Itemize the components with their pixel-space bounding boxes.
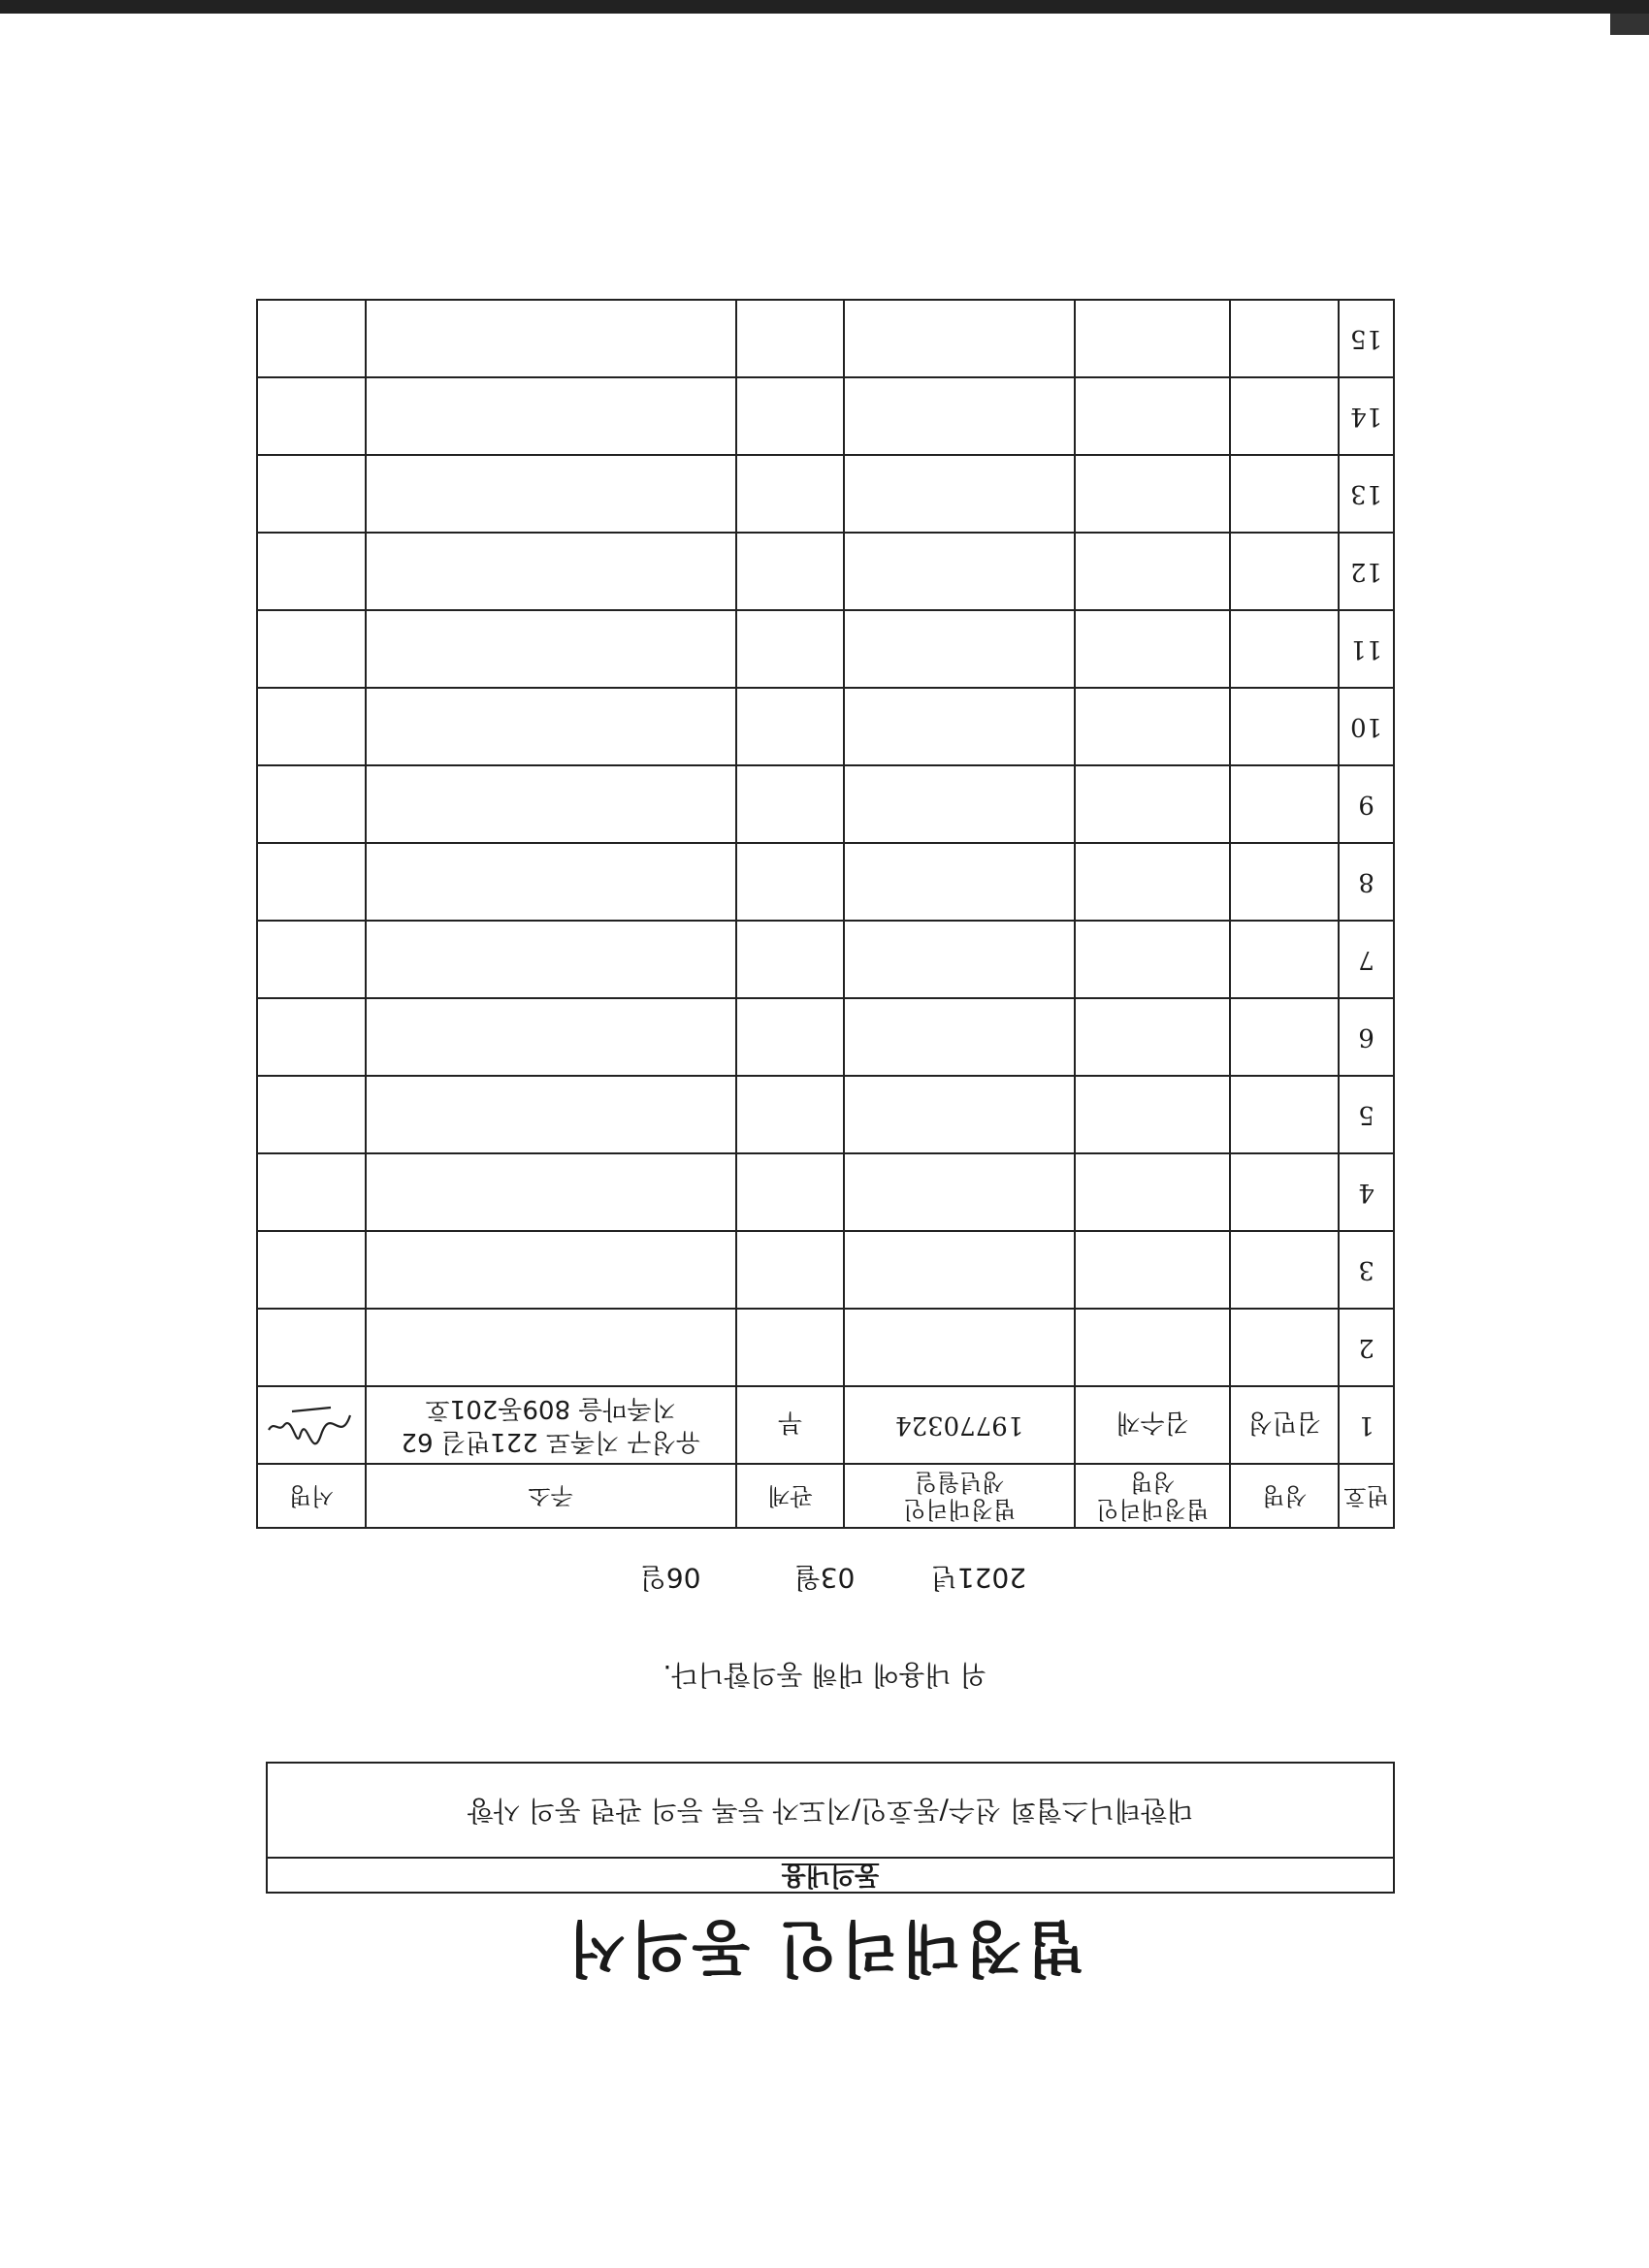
- row-guardian-name: [1075, 1231, 1230, 1309]
- row-number: 14: [1339, 377, 1394, 455]
- row-name: [1230, 300, 1339, 377]
- row-address: [366, 688, 736, 765]
- date-month: 03월: [793, 1562, 856, 1594]
- table-row: [257, 1153, 1394, 1231]
- row-address: [366, 377, 736, 455]
- handwritten-signature: [263, 1396, 360, 1454]
- consent-content: 대한테니스협회 선수/동호인/지도자 등록 등의 관련 동의 사항: [467, 1795, 1194, 1827]
- row-guardian-name: [1075, 1153, 1230, 1231]
- table-row: [257, 1386, 1394, 1464]
- row-relation: [736, 1231, 845, 1309]
- date-row: [0, 1560, 1649, 1599]
- row-name: [1230, 1309, 1339, 1386]
- row-relation: [736, 455, 845, 533]
- row-guardian-birth: [844, 533, 1075, 610]
- row-signature: [257, 1153, 366, 1231]
- row-number: 9: [1339, 765, 1394, 843]
- row-relation: [736, 377, 845, 455]
- row-relation: [736, 1153, 845, 1231]
- agree-statement: 위 내용에 대해 동의합니다.: [663, 1659, 986, 1691]
- row-relation: [736, 300, 845, 377]
- row-relation: [736, 610, 845, 688]
- row-guardian-birth: [844, 377, 1075, 455]
- row-relation: [736, 998, 845, 1076]
- row-number: 6: [1339, 998, 1394, 1076]
- row-guardian-birth: 19770324: [844, 1386, 1075, 1464]
- row-signature: [257, 1231, 366, 1309]
- row-number: 15: [1339, 300, 1394, 377]
- row-guardian-name: 김수재: [1075, 1386, 1230, 1464]
- row-name: [1230, 1231, 1339, 1309]
- row-name: [1230, 921, 1339, 998]
- row-guardian-name: [1075, 998, 1230, 1076]
- row-guardian-birth: [844, 1076, 1075, 1153]
- row-signature: [257, 921, 366, 998]
- row-signature: [257, 998, 366, 1076]
- row-guardian-name: [1075, 377, 1230, 455]
- table-row: [257, 377, 1394, 455]
- table-row: [257, 455, 1394, 533]
- table-row: [257, 610, 1394, 688]
- consent-heading: 동의내용: [268, 1857, 1393, 1892]
- row-number: 3: [1339, 1231, 1394, 1309]
- row-guardian-name: [1075, 300, 1230, 377]
- row-guardian-name: [1075, 533, 1230, 610]
- header-no: 번호: [1339, 1464, 1394, 1528]
- row-guardian-name: [1075, 921, 1230, 998]
- row-guardian-birth: [844, 921, 1075, 998]
- row-name: [1230, 1076, 1339, 1153]
- header-relation: 관계: [736, 1464, 845, 1528]
- row-guardian-name: [1075, 455, 1230, 533]
- table-row: [257, 843, 1394, 921]
- page-title: 법정대리인 동의서: [564, 1913, 1085, 1984]
- row-address: [366, 1231, 736, 1309]
- row-guardian-birth: [844, 1309, 1075, 1386]
- row-signature: [257, 610, 366, 688]
- row-guardian-birth: [844, 998, 1075, 1076]
- row-signature: [257, 765, 366, 843]
- row-signature: [257, 455, 366, 533]
- row-number: 12: [1339, 533, 1394, 610]
- address-line-2: 지족마을 809동201호: [425, 1394, 676, 1423]
- row-number: 7: [1339, 921, 1394, 998]
- table-row: [257, 1309, 1394, 1386]
- row-relation: [736, 688, 845, 765]
- row-number: 11: [1339, 610, 1394, 688]
- row-name: [1230, 1153, 1339, 1231]
- table-row: [257, 533, 1394, 610]
- date-day: 06일: [639, 1562, 701, 1594]
- row-address: [366, 610, 736, 688]
- row-signature: [257, 843, 366, 921]
- row-relation: [736, 1076, 845, 1153]
- row-guardian-birth: [844, 765, 1075, 843]
- guardian-table: [256, 299, 1395, 1529]
- header-address: 주소: [366, 1464, 736, 1528]
- row-guardian-name: [1075, 765, 1230, 843]
- row-address: [366, 455, 736, 533]
- row-guardian-name: [1075, 1076, 1230, 1153]
- row-relation: [736, 1309, 845, 1386]
- row-signature: [257, 1076, 366, 1153]
- row-relation: 부: [736, 1386, 845, 1464]
- row-name: [1230, 610, 1339, 688]
- row-guardian-name: [1075, 610, 1230, 688]
- row-name: 김민성: [1230, 1386, 1339, 1464]
- consent-box: [266, 1762, 1395, 1894]
- row-relation: [736, 533, 845, 610]
- row-guardian-birth: [844, 843, 1075, 921]
- row-guardian-birth: [844, 300, 1075, 377]
- table-header-row: [257, 1464, 1394, 1528]
- row-name: [1230, 765, 1339, 843]
- row-signature: [257, 1386, 366, 1464]
- row-name: [1230, 688, 1339, 765]
- row-signature: [257, 300, 366, 377]
- row-guardian-name: [1075, 1309, 1230, 1386]
- row-guardian-name: [1075, 688, 1230, 765]
- row-name: [1230, 377, 1339, 455]
- address-line-1: 유성구 지족로 221번길 62: [401, 1427, 700, 1456]
- row-address: [366, 843, 736, 921]
- header-name: 성명: [1230, 1464, 1339, 1528]
- row-number: 4: [1339, 1153, 1394, 1231]
- row-address: [366, 533, 736, 610]
- row-signature: [257, 1309, 366, 1386]
- row-guardian-birth: [844, 610, 1075, 688]
- row-name: [1230, 455, 1339, 533]
- row-address: [366, 921, 736, 998]
- header-guardian-birth: 법정대리인 생년월일: [844, 1464, 1075, 1528]
- table-row: [257, 1076, 1394, 1153]
- row-relation: [736, 765, 845, 843]
- table-row: [257, 921, 1394, 998]
- table-body: [257, 300, 1394, 1464]
- row-guardian-name: [1075, 843, 1230, 921]
- row-guardian-birth: [844, 1231, 1075, 1309]
- row-address: [366, 998, 736, 1076]
- row-address: [366, 300, 736, 377]
- row-signature: [257, 688, 366, 765]
- row-guardian-birth: [844, 1153, 1075, 1231]
- row-number: 5: [1339, 1076, 1394, 1153]
- row-relation: [736, 843, 845, 921]
- row-number: 13: [1339, 455, 1394, 533]
- row-relation: [736, 921, 845, 998]
- table-row: [257, 300, 1394, 377]
- row-number: 10: [1339, 688, 1394, 765]
- row-address: [366, 1076, 736, 1153]
- row-name: [1230, 533, 1339, 610]
- row-guardian-birth: [844, 455, 1075, 533]
- row-name: [1230, 843, 1339, 921]
- header-guardian-name: 법정대리인 성명: [1075, 1464, 1230, 1528]
- row-number: 2: [1339, 1309, 1394, 1386]
- table-row: [257, 765, 1394, 843]
- row-signature: [257, 533, 366, 610]
- row-number: 1: [1339, 1386, 1394, 1464]
- row-name: [1230, 998, 1339, 1076]
- row-signature: [257, 377, 366, 455]
- row-number: 8: [1339, 843, 1394, 921]
- date-year: 2021년: [930, 1562, 1027, 1594]
- table-row: [257, 688, 1394, 765]
- row-address: [366, 1153, 736, 1231]
- header-signature: 서명: [257, 1464, 366, 1528]
- table-row: [257, 998, 1394, 1076]
- row-address: [366, 1309, 736, 1386]
- row-guardian-birth: [844, 688, 1075, 765]
- row-address: [366, 1386, 736, 1464]
- row-address: [366, 765, 736, 843]
- table-row: [257, 1231, 1394, 1309]
